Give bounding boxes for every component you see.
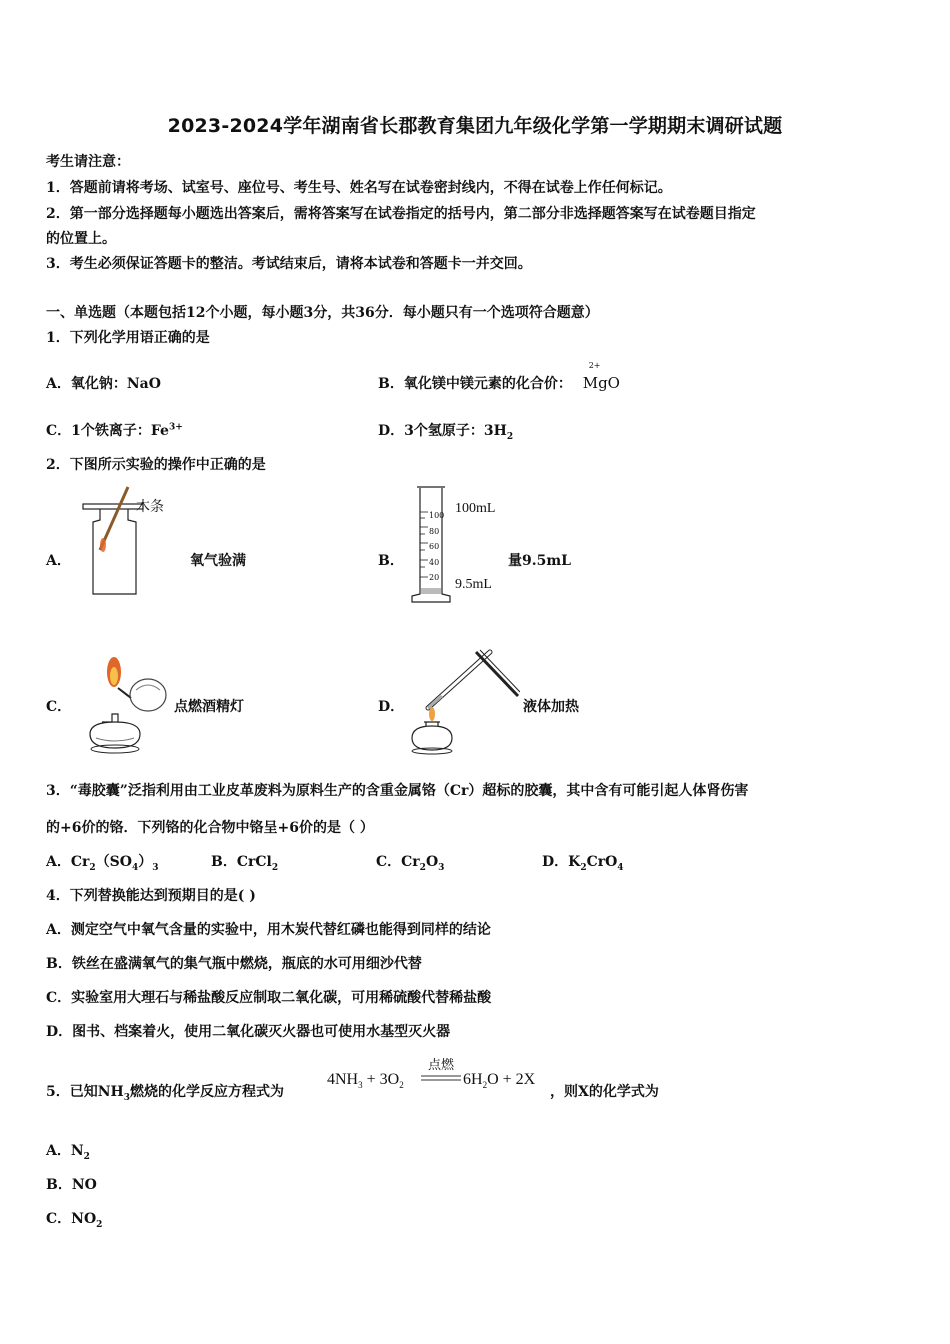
- q2-b-fig-top: 100mL: [455, 501, 496, 516]
- q4-option-b: B．铁丝在盛满氧气的集气瓶中燃烧，瓶底的水可用细沙代替: [46, 956, 422, 972]
- q2-option-a-label: 氧气验满: [190, 553, 246, 569]
- q2-option-b-letter: B．: [378, 553, 404, 569]
- q1-option-b-charge: 2+: [588, 361, 601, 370]
- q5-stem-sub: 3: [123, 1092, 131, 1103]
- cylinder-ticks: [420, 512, 428, 577]
- eq-right2: O + 2X: [487, 1071, 536, 1088]
- q2-option-d-letter: D．: [378, 699, 405, 715]
- q5-option-b: B．NO: [46, 1177, 97, 1193]
- lamp-bowl: [90, 722, 140, 748]
- q1-option-c: [46, 420, 183, 440]
- q2-option-b-label: 量9.5mL: [508, 553, 572, 569]
- q1-option-b-text: B．氧化镁中镁元素的化合价：: [378, 376, 572, 392]
- q3-b-sub: 2: [271, 862, 279, 873]
- q1-option-b: [378, 361, 620, 393]
- q3-a-text: A．Cr: [46, 854, 90, 870]
- q4-option-a: A．测定空气中氧气含量的实验中，用木炭代替红磷也能得到同样的结论: [46, 922, 491, 938]
- q3-a-sub3: 3: [152, 862, 159, 873]
- tick-label-100: 100: [429, 511, 445, 520]
- eq-plus: + 3O: [362, 1071, 400, 1088]
- q3-stem-line2: 的+6价的铬．下列铬的化合物中铬呈+6价的是（ ）: [46, 820, 374, 836]
- q3-d-sub1: 2: [580, 862, 587, 873]
- notice-item-2-cont: 的位置上。: [46, 231, 116, 247]
- q4-option-d: D．图书、档案着火，使用二氧化碳灭火器也可使用水基型灭火器: [46, 1024, 451, 1040]
- q2-option-a-letter: A．: [46, 553, 71, 569]
- q3-d-text: D．K: [542, 854, 581, 870]
- equation-equal-sign: [421, 1075, 461, 1081]
- notice-item-3: 3．考生必须保证答题卡的整洁。考试结束后，请将本试卷和答题卡一并交回。: [46, 256, 532, 272]
- q1-option-b-formula: [582, 361, 620, 392]
- tick-label-60: 60: [429, 542, 440, 551]
- q2-option-c-letter: C．: [46, 699, 72, 715]
- q3-a-mid: （SO: [95, 854, 132, 870]
- q3-d-mid: CrO: [586, 854, 618, 870]
- heating-flame: [429, 707, 435, 721]
- lamp-bowl-liquid: [96, 738, 134, 741]
- stick-flame: [100, 538, 106, 552]
- q5-condition: 点燃: [427, 1058, 454, 1073]
- eq-left: 4NH: [327, 1071, 359, 1088]
- q5-a-text: A．N: [46, 1143, 84, 1159]
- cylinder-tick-labels: [429, 508, 444, 586]
- q3-option-d: [542, 851, 624, 871]
- q5-equation-left: [327, 1071, 404, 1089]
- q1-option-c-text: C．1个铁离子：Fe: [46, 423, 169, 439]
- lamp-base: [91, 745, 139, 753]
- tick-label-80: 80: [429, 526, 440, 536]
- bottle-body: [93, 509, 136, 594]
- alcohol-lamp-lighting-figure: [76, 650, 174, 756]
- held-lamp-highlight: [136, 685, 160, 690]
- q3-a-sub1: 2: [89, 862, 96, 873]
- q4-option-c: C．实验室用大理石与稀盐酸反应制取二氧化碳，可用稀硫酸代替稀盐酸: [46, 990, 492, 1006]
- q1-option-a: A．氧化钠：NaO: [46, 376, 161, 392]
- page-title: 2023-2024学年湖南省长郡教育集团九年级化学第一学期期末调研试题: [167, 115, 783, 137]
- notice-item-2: 2．第一部分选择题每小题选出答案后，需将答案写在试卷指定的括号内，第二部分非选择题答案写在试卷题目指定: [46, 206, 756, 222]
- tick-label-20: 20: [429, 573, 440, 582]
- q1-option-d-sub: 2: [506, 431, 514, 442]
- tube-holder-rail: [480, 650, 520, 692]
- q5-option-c: [46, 1208, 102, 1228]
- q5-c-sub: 2: [96, 1219, 103, 1230]
- lamp-bowl-d: [412, 726, 452, 750]
- q3-b-text: B．CrCl: [211, 854, 272, 870]
- held-lamp-body: [130, 679, 166, 711]
- q2-option-c-label: 点燃酒精灯: [174, 699, 244, 715]
- q3-option-c: [376, 851, 444, 871]
- q3-stem-line1: 3．“毒胶囊”泛指利用由工业皮革废料为原料生产的含重金属铬（Cr）超标的胶囊，其中含有可能引起人体肾伤害: [46, 783, 749, 799]
- lamp-neck: [102, 714, 118, 722]
- q2-a-fig-label: 木条: [136, 499, 164, 515]
- flame-inner: [110, 667, 118, 685]
- igniting-lamp-wick: [118, 688, 131, 698]
- q1-option-c-sup: 3+: [168, 422, 183, 433]
- q3-d-sub2: 4: [617, 862, 624, 873]
- q1-stem: 1．下列化学用语正确的是: [46, 330, 210, 346]
- bottle-lid: [83, 504, 143, 509]
- q5-stem-end: ，则X的化学式为: [550, 1084, 659, 1100]
- q2-stem: 2．下图所示实验的操作中正确的是: [46, 457, 266, 473]
- q5-stem-prefix: 5．已知NH: [46, 1084, 124, 1100]
- q5-stem-mid: 燃烧的化学反应方程式为: [130, 1084, 285, 1100]
- q5-option-a: [46, 1140, 90, 1160]
- q1-option-d-text: D．3个氢原子：3H: [378, 423, 507, 439]
- tube-holder-handle: [476, 652, 518, 696]
- cylinder-liquid: [421, 588, 441, 594]
- q3-option-a: [46, 851, 159, 871]
- q2-option-d-label: 液体加热: [523, 699, 579, 715]
- q4-stem: 4．下列替换能达到预期目的是( ): [46, 888, 256, 904]
- q2-b-fig-bottom: 9.5mL: [455, 577, 492, 592]
- q3-c-mid: O: [425, 854, 439, 870]
- q5-equation-right: [463, 1071, 535, 1089]
- test-tube-liquid: [428, 696, 442, 708]
- q3-c-sub1: 2: [419, 862, 426, 873]
- eq-sub2: 2: [399, 1080, 404, 1091]
- eq-sub1: 3: [358, 1080, 363, 1091]
- section-heading: 一、单选题（本题包括12个小题，每小题3分，共36分．每小题只有一个选项符合题意）: [46, 305, 599, 321]
- q5-stem: [46, 1081, 284, 1101]
- q3-c-text: C．Cr: [376, 854, 420, 870]
- q3-option-b: [211, 851, 278, 871]
- q3-c-sub2: 3: [438, 862, 445, 873]
- q1-option-b-mgo: MgO: [582, 374, 620, 392]
- notice-heading: 考生请注意：: [46, 154, 130, 170]
- q3-a-end: ）: [138, 854, 153, 870]
- lamp-base-d: [412, 748, 452, 754]
- notice-item-1: 1．答题前请将考场、试室号、座位号、考生号、姓名写在试卷密封线内，不得在试卷上作任何标记。: [46, 180, 672, 196]
- q5-a-sub: 2: [83, 1151, 90, 1162]
- tick-label-40: 40: [429, 557, 440, 567]
- eq-sub3: 2: [482, 1080, 488, 1091]
- q3-a-sub2: 4: [131, 862, 139, 873]
- q1-option-d: [378, 420, 513, 440]
- test-tube-heating-figure: [408, 646, 520, 756]
- eq-right: 6H: [463, 1071, 483, 1088]
- q5-c-text: C．NO: [46, 1211, 97, 1227]
